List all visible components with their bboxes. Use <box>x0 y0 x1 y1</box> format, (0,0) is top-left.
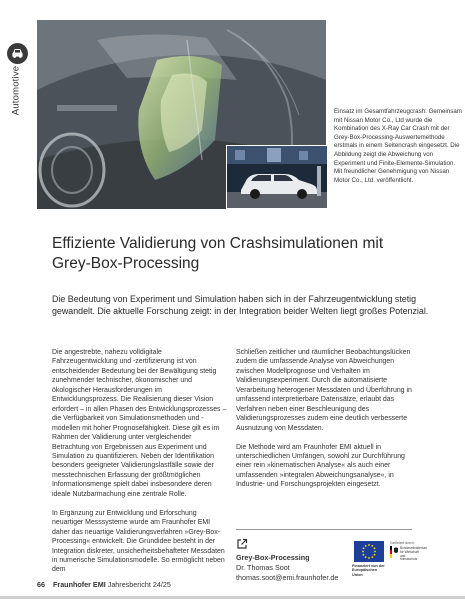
body-column-2 <box>236 348 414 499</box>
body-paragraph: In Ergänzung zur Entwicklung und Erforschung neuartiger Messsysteme wurde am Fraunhofer EMI daher das neuartige Validierungsverfahren »Grey-Box-Processing« entwickelt. Die Grundidee besteht in der Integration diskreter, unsicherheitsbehafteter Messdaten in numerische Simulationsmodelle. So ermöglicht neben dem <box>52 509 225 574</box>
funding-logos <box>352 541 428 581</box>
body-paragraph: Die angestrebte, nahezu volldigitale Fahrzeugentwicklung und -zertifizierung ist von entscheidender Bedeutung bei der Bewältigung stetig zunehmender technischer, ökonomischer und ökologischer Herausforderungen im Entwicklungsprozess. Die Realisierung dieser Vision erfordert – in allen Phasen des Entwicklungsprozesses – die Verfügbarkeit von Simulationsmethoden und -modellen mit hoher Prognosefähigkeit. Diese gilt es im Rahmen der Validierung unter vergleichender Betrachtung von Ergebnissen aus Experiment und Simulation zu quantifizieren. Neben der Identifikation besonders geeigneter Validierungslastfälle sowie der messtechnischen Erfassung der größtmöglichen Informationsmenge spielt dabei insbesondere deren ideale Nutzbarmachung eine zentrale Rolle. <box>52 349 227 498</box>
bmwk-name: Bundesministerium für Wirtschaft und Klimaschutz <box>400 546 428 562</box>
image-caption: Einsatz im Gesamtfahrzeugcrash: Gemeinsam mit Nissan Motor Co., Ltd wurde die Kombination des X-Ray Car Crash mit der Grey-Box-Processing-Auswertemethode erstmals in einem Seitencrash eingesetzt. Die Abbildung zeigt die Abweichung von Experiment und Finite-Elemente-Simulation. Mit freundlicher Genehmigung von Nissan Motor Co., Ltd. veröffentlicht. <box>334 108 462 184</box>
page-number: 66 <box>37 580 45 589</box>
article-title: Effiziente Validierung von Crashsimulationen mit Grey-Box-Processing <box>52 235 384 272</box>
footer-report: Jahresbericht 24/25 <box>107 580 171 589</box>
body-column-1 <box>52 348 228 584</box>
footer-bar <box>0 596 465 599</box>
eu-flag-logo <box>354 541 384 562</box>
section-label: Automotive <box>10 65 22 116</box>
article-lead: Die Bedeutung von Experiment und Simulation haben sich in der Fahrzeugentwicklung stetig gewandelt. Die aktuelle Forschung zeigt: in der Integration beider Welten liegt großes Potenzial. <box>52 294 429 316</box>
body-paragraph: Die Methode wird am Fraunhofer EMI aktuell in unterschiedlichen Umfängen, sowohl zur Durchführung einer rein »kinematischen Analyse« als auch einer umfassenden »integralen Abweichungsanalyse«, in Industrie- und Forschungsprojekten eingesetzt. <box>236 443 405 489</box>
contact-name: Dr. Thomas Soot <box>236 563 290 572</box>
footer-brand: Fraunhofer EMI <box>53 580 106 589</box>
body-paragraph: Schließen zeitlicher und räumlicher Beobachtungslücken zudem die umfassende Analyse von Abweichungen zwischen Modellprognose und Verhalten im Validierungsexperiment. Durch die automatisierte Verarbeitung heterogener Messdaten und Überführung in umfassend interpretierbare Datensätze, erlaubt das Verfahren neben einer Beschleunigung des Validierungsprozesses zudem eine deutlich verbesserte Ausnutzung von Messdaten. <box>236 349 412 432</box>
ger-funding-heading: Gefördert durch: <box>390 541 415 545</box>
contact-box <box>236 538 361 583</box>
external-link-icon[interactable] <box>236 538 248 550</box>
crash-test-photo <box>226 145 328 209</box>
contact-email[interactable]: thomas.soot@emi.fraunhofer.de <box>236 573 339 582</box>
contact-divider <box>236 529 412 530</box>
bmwk-logo <box>390 546 428 576</box>
eu-funding-text: Finanziert von der Europäischen Union <box>352 564 385 577</box>
page-footer <box>37 580 171 589</box>
contact-title: Grey-Box-Processing <box>236 553 310 562</box>
